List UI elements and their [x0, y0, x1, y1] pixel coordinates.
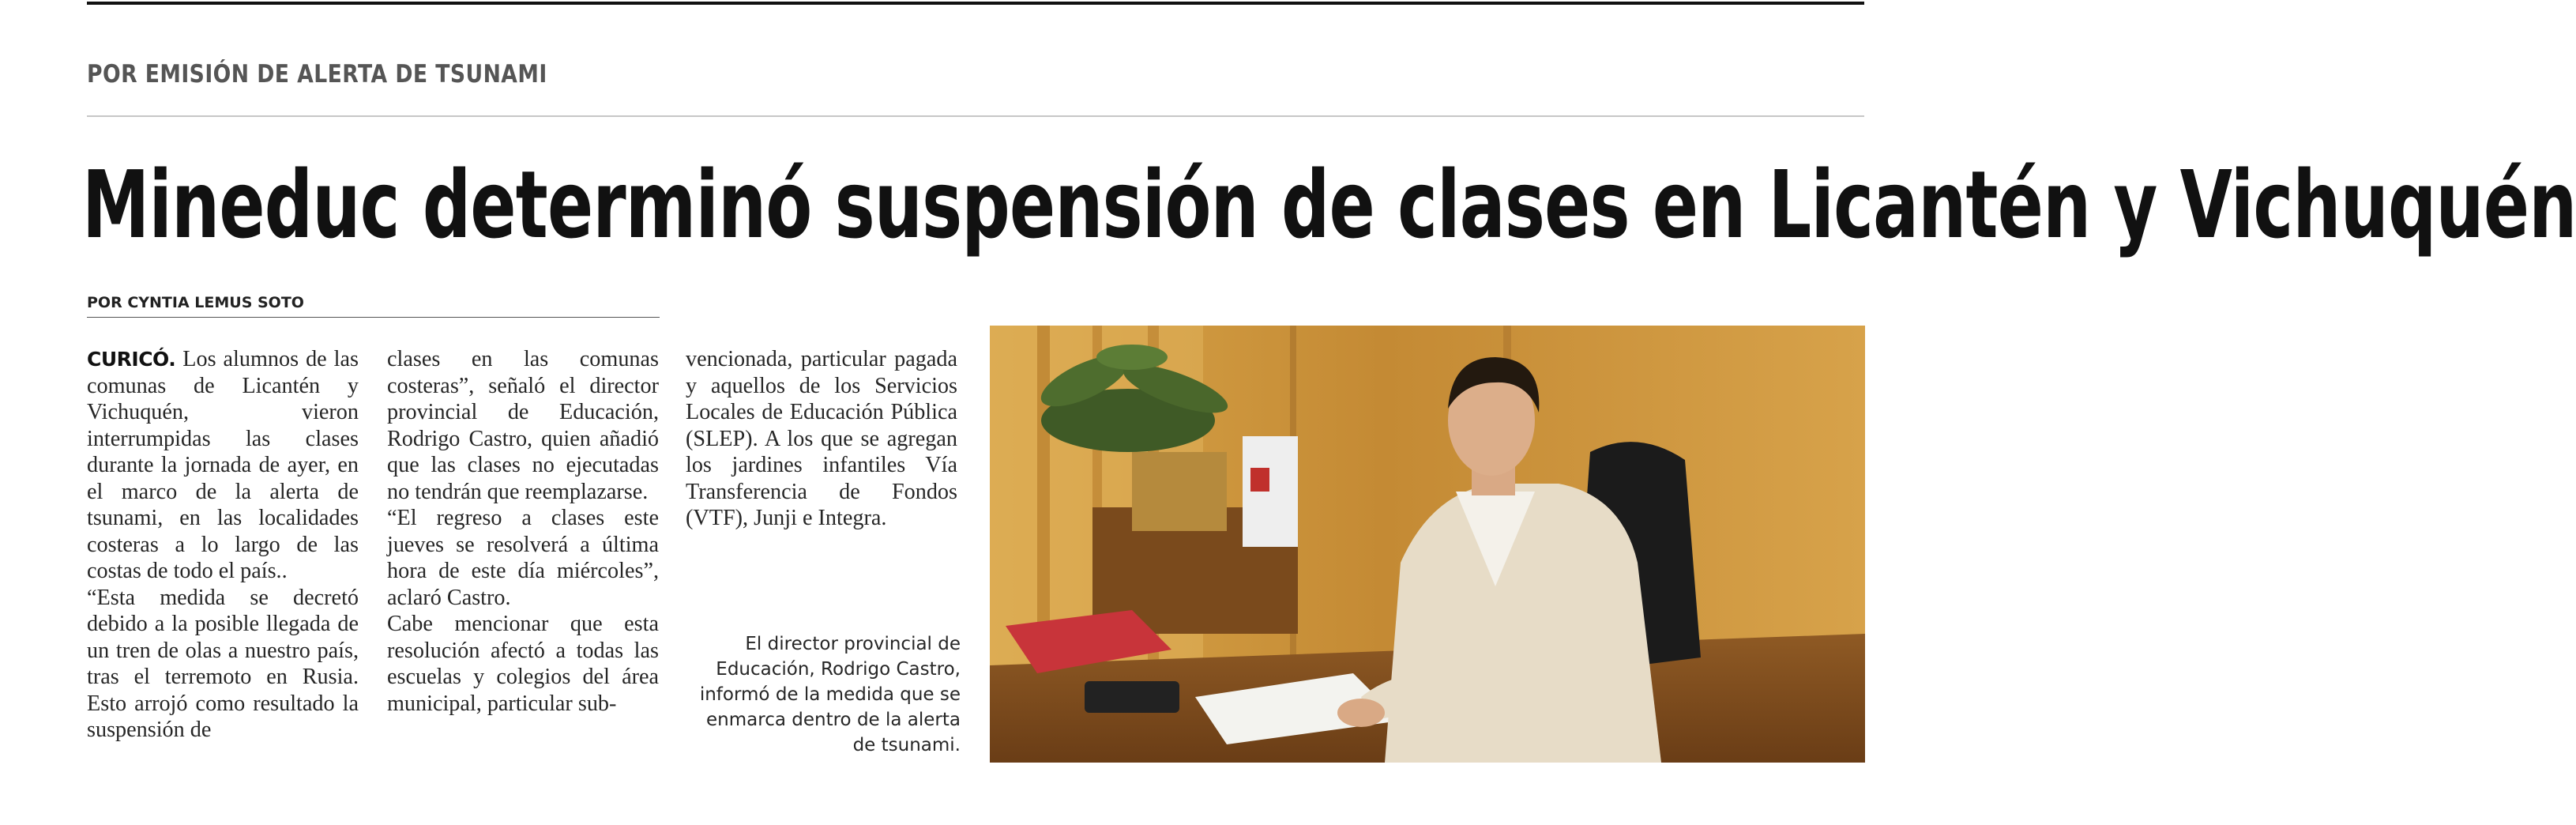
paragraph: “Esta medida se decretó debido a la posible llegada de un tren de olas a nuestro país, tras el terremoto en Rusia. Esto arrojó como resultado la suspensión de: [87, 585, 359, 742]
article-photo: [990, 326, 1865, 763]
paragraph: “El regreso a clases este jueves se resolverá a última hora de este día miércoles”, aclaró Castro.: [387, 506, 659, 610]
body-column-1: [87, 346, 359, 744]
caption-text: El director provincial de Educación, Rodrigo Castro, informó de la medida que se enmarca dentro de la alerta de tsunami.: [699, 634, 961, 755]
kicker: POR EMISIÓN DE ALERTA DE TSUNAMI: [87, 60, 547, 89]
portrait-photo-icon: [990, 326, 1865, 763]
lead-paragraph: [87, 346, 359, 585]
body-column-3: [686, 346, 957, 532]
paragraph: Cabe mencionar que esta resolución afectó a todas las escuelas y colegios del área municipal, particular sub-: [387, 612, 659, 716]
photo-caption: [686, 631, 961, 758]
headline: Mineduc determinó suspensión de clases en Licantén y Vichuquén: [82, 150, 2576, 259]
body-column-2: [387, 346, 659, 717]
paragraph: clases en las comunas costeras”, señaló el director provincial de Educación, Rodrigo Castro, quien añadió que las clases no ejecutadas no tendrán que reemplazarse.: [387, 347, 659, 504]
byline-divider: [87, 317, 660, 318]
kicker-divider: [87, 115, 1864, 117]
top-rule: [87, 2, 1864, 5]
byline: POR CYNTIA LEMUS SOTO: [87, 294, 304, 311]
lead-text: Los alumnos de las comunas de Licantén y Vichuquén, vieron interrumpidas las clases durante la jornada de ayer, en el marco de la alerta de tsunami, en las localidades costeras a lo largo de las costas de todo el país..: [87, 347, 359, 583]
dateline: CURICÓ.: [87, 348, 176, 371]
paragraph: vencionada, particular pagada y aquellos de los Servicios Locales de Educación Pública (SLEP). A los que se agregan los jardines infantiles Vía Transferencia de Fondos (VTF), Junji e Integra.: [686, 347, 957, 530]
